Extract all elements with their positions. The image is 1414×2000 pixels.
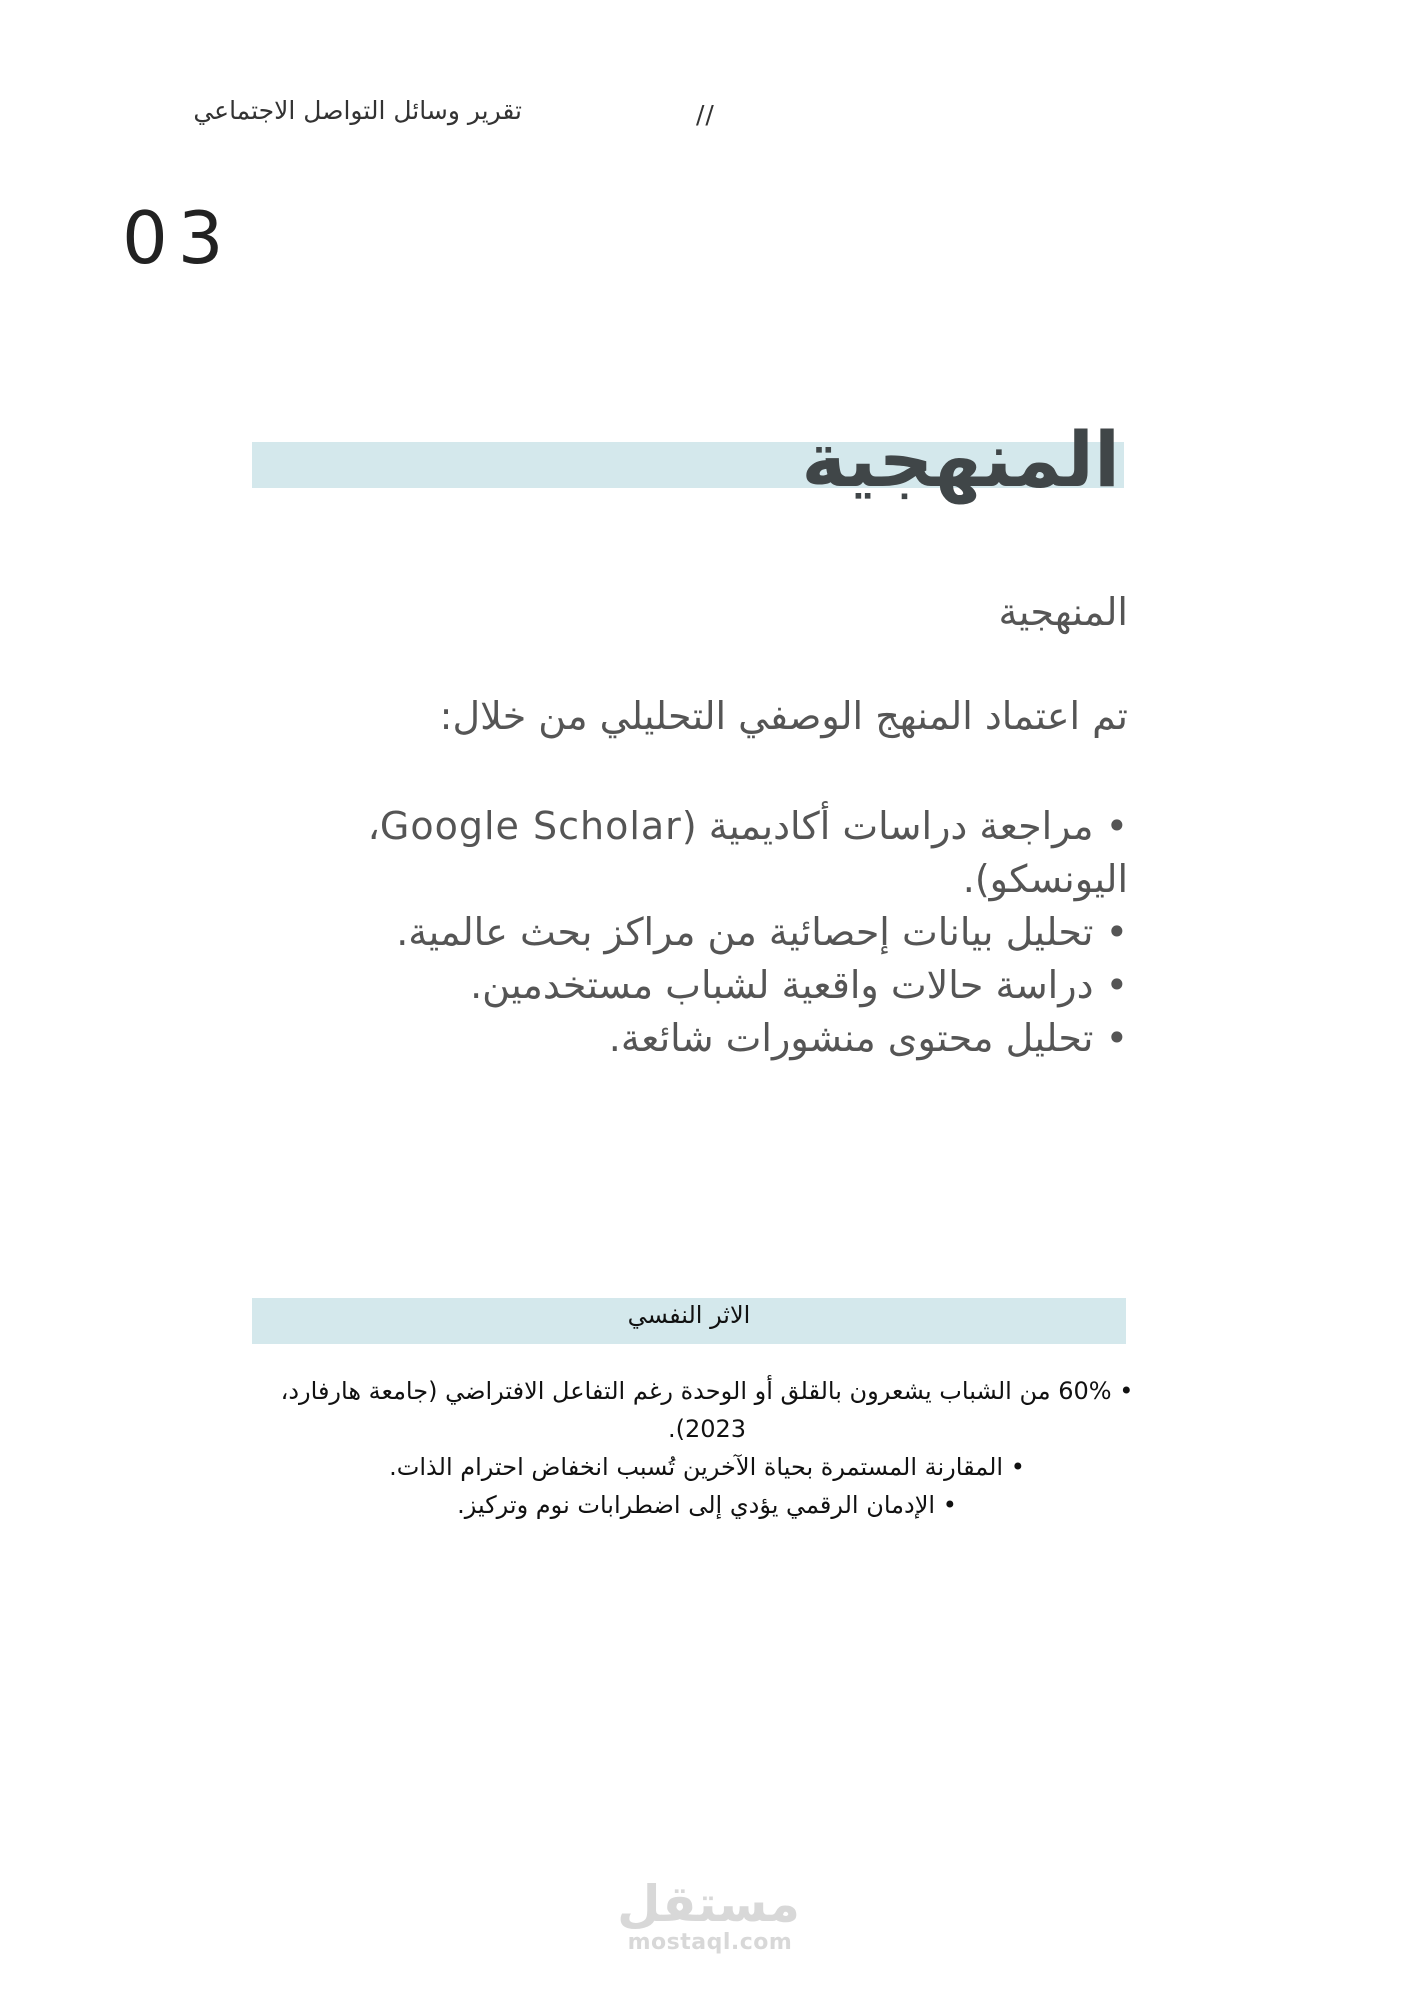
section-subheading: المنهجية [998,590,1128,634]
header-separator: // [696,100,715,129]
page-number: 03 [122,196,234,280]
section-title: المنهجية [801,415,1120,504]
methodology-list [288,800,1128,1065]
methodology-intro: تم اعتماد المنهج الوصفي التحليلي من خلال: [439,694,1128,738]
report-header-title: تقرير وسائل التواصل الاجتماعي [193,96,522,125]
watermark-logo: مستقل [617,1875,800,1933]
psych-impact-list [240,1372,1174,1524]
methodology-item-3: • دراسة حالات واقعية لشباب مستخدمين. [470,963,1128,1007]
psych-item-3: • الإدمان الرقمي يؤدي إلى اضطرابات نوم وتركيز. [457,1491,957,1519]
psych-impact-heading: الاثر النفسي [627,1301,751,1329]
methodology-item-4: • تحليل محتوى منشورات شائعة. [608,1016,1128,1060]
psych-item-2: • المقارنة المستمرة بحياة الآخرين تُسبب انخفاض احترام الذات. [389,1453,1025,1481]
mostaql-watermark [617,1875,800,1956]
psych-item-1: • 60% من الشباب يشعرون بالقلق أو الوحدة رغم التفاعل الافتراضي (جامعة هارفارد، 2023). [280,1377,1134,1443]
watermark-url: mostaql.com [627,1930,793,1955]
methodology-item-1: • مراجعة دراسات أكاديمية (Google Scholar، اليونسكو). [367,804,1128,901]
methodology-item-2: • تحليل بيانات إحصائية من مراكز بحث عالمية. [396,910,1128,954]
